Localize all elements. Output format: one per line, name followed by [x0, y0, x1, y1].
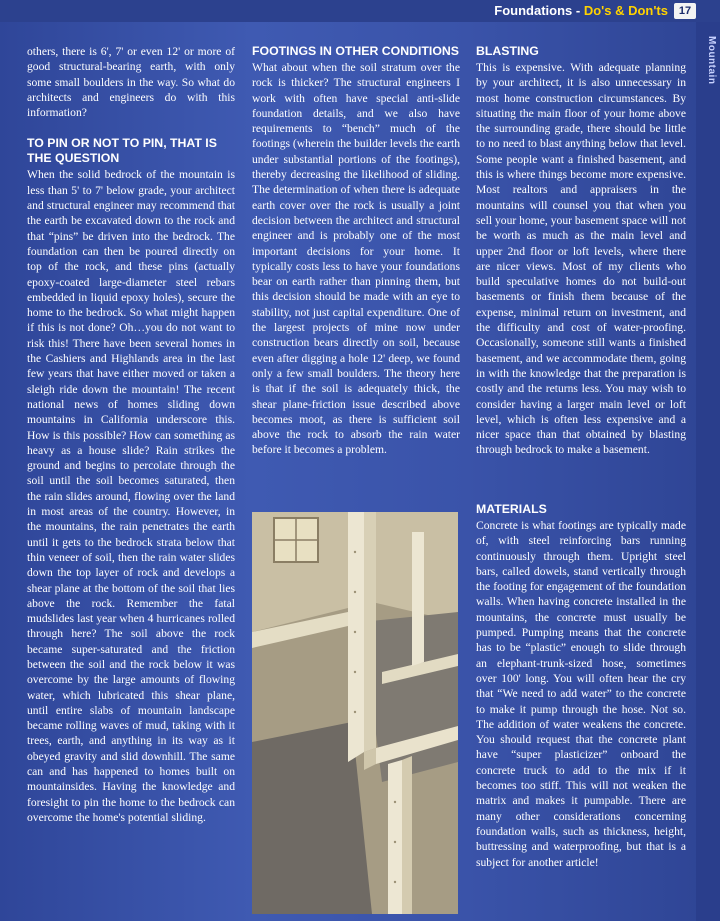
- column-4: [476, 502, 686, 870]
- blasting-paragraph: This is expensive. With adequate planning by your architect, it is also unnecessary in most home construction circumstances. By situating the main floor of your home above the surrounding grade, there should be little to no need to blast anything below that level. Some people want a finished basement, and this is where things become more expensive. Most realtors and appraisers in the mountains will counsel you that when you sell your home, your basement space will not be worth as much as the main level and upper 2nd floor or loft levels, where there are nicer views. Most of my clients who build speculative homes do not build-out basements or finish them because of the expense, minimal return on investment, and the difficulty and cost of water-proofing. Occasionally, someone still wants a finished basement, and we accommodate them, going in with the knowledge that the preparation is costly and the returns less. You may wish to consider having a larger main level or loft level, which is often less expensive and a nicer space than that obtained by blasting through bedrock to make a basement.: [476, 61, 686, 457]
- heading-materials: MATERIALS: [476, 502, 547, 516]
- foundation-illustration: [252, 512, 458, 914]
- concrete-foundation-photo: [252, 512, 458, 914]
- column-2: [252, 44, 460, 458]
- header-section: Foundations -: [494, 3, 584, 18]
- heading-footings: FOOTINGS IN OTHER CONDITIONS: [252, 44, 459, 58]
- materials-paragraph: Concrete is what footings are typically made of, with steel reinforcing bars running continuously through them. Upright steel bars, called dowels, stand vertically through the footing for engagement of the foundation walls. When having concrete installed in the mountains, the concrete must usually be pumped. Pumping means that the concrete has to be “plastic” enough to slide through an elephant-trunk-sized hose, sometimes over 100' long. You will often hear the cry that “We need to add water” to the concrete to make it pump through the hose. Not so. The addition of water weakens the concrete. You should request that the concrete plant have “super plasticizer” onboard the concrete truck to add to the mix if it becomes too stiff. This will not weaken the matrix and makes it pumpable. There are many other considerations concerning foundation walls, such as thickness, height, buttressing and waterproofing, but that is a subject for another article!: [476, 519, 686, 869]
- magazine-side-label: Mountain: [706, 36, 717, 85]
- running-header: [494, 2, 668, 20]
- header-topic: Do's & Don'ts: [583, 3, 668, 18]
- column-1: [27, 44, 235, 825]
- intro-paragraph: others, there is 6', 7' or even 12' or more of good structural-bearing earth, with only some small boulders in the way. So what do architects and engineers do with this information?: [27, 45, 235, 120]
- side-band: [696, 22, 720, 921]
- heading-blasting: BLASTING: [476, 44, 539, 58]
- pin-paragraph: When the solid bedrock of the mountain is less than 5' to 7' below grade, your architect and structural engineer may recommend that the earth be excavated down to the rock and that “pins” be driven into the bedrock. The foundation can then be poured directly on top of the rock, and these pins (actually epoxy-coated large-diameter steel rebars embedded in liquid epoxy holes), secure the home to the bedrock. So what might happen if this is not done? Oh…you do not want to risk this! There have been several homes in the Cashiers and Highlands area in the last few years that have either moved or taken a sleigh ride down the mountain! The recent national news of homes sliding down mountains in California underscore this. How is this possible? How can something as heavy as a house slide? Rain strikes the ground and begins to percolate through the soil until the soil becomes saturated, then the rain slides around, flowing over the land in most areas of the country. However, in the mountains, the rain penetrates the earth until it gets to the bedrock strata below that thin veneer of soil, then the rain water slides down the top layer of rock and develops a shear plane at the bottom of the soil that lies above the rock. Remember the fatal mudslides last year when 4 hurricanes rolled through here? The soil above the rock became super-saturated and the friction between the soil and the rock below it was overcome by the large amounts of flowing water, which lubricated this shear plane, until entire slabs of mountain landscape became rolling waves of mud, taking with it trees, earth, and anything in its way as it obeyed gravity and slid downhill. The same can and has happened to homes built on mountainsides. Having the knowledge and foresight to pin the home to the bedrock can overcome the home's potential sliding.: [27, 168, 235, 824]
- footings-paragraph: What about when the soil stratum over the rock is thicker? The structural engineers I work with often have special anti-slide foundation details, and we also have requirements to “bench” much of the footings (wherein the builder levels the earth under substantial portions of the footings), thereby decreasing the likelihood of sliding. The determination of when there is adequate earth cover over the rock is usually a joint decision between the architect and structural engineer and is probably one of the most important decisions for your home. It typically costs less to have your foundations bear on earth rather than pinning them, but this decision should be made with an eye to stability, not just capital expenditure. One of the largest projects of mine now under construction bears directly on soil, because even after digging a hole 12' deep, we found only a few small boulders. The theory here is that if the soil is adequately thick, the shear plane-friction issue described above becomes moot, as there is sufficient soil above the rock to absorb the rain water before it becomes a problem.: [252, 61, 460, 457]
- column-3: [476, 44, 686, 458]
- page-number: 17: [674, 3, 696, 19]
- heading-pin: TO PIN OR NOT TO PIN, THAT IS THE QUESTION: [27, 136, 217, 166]
